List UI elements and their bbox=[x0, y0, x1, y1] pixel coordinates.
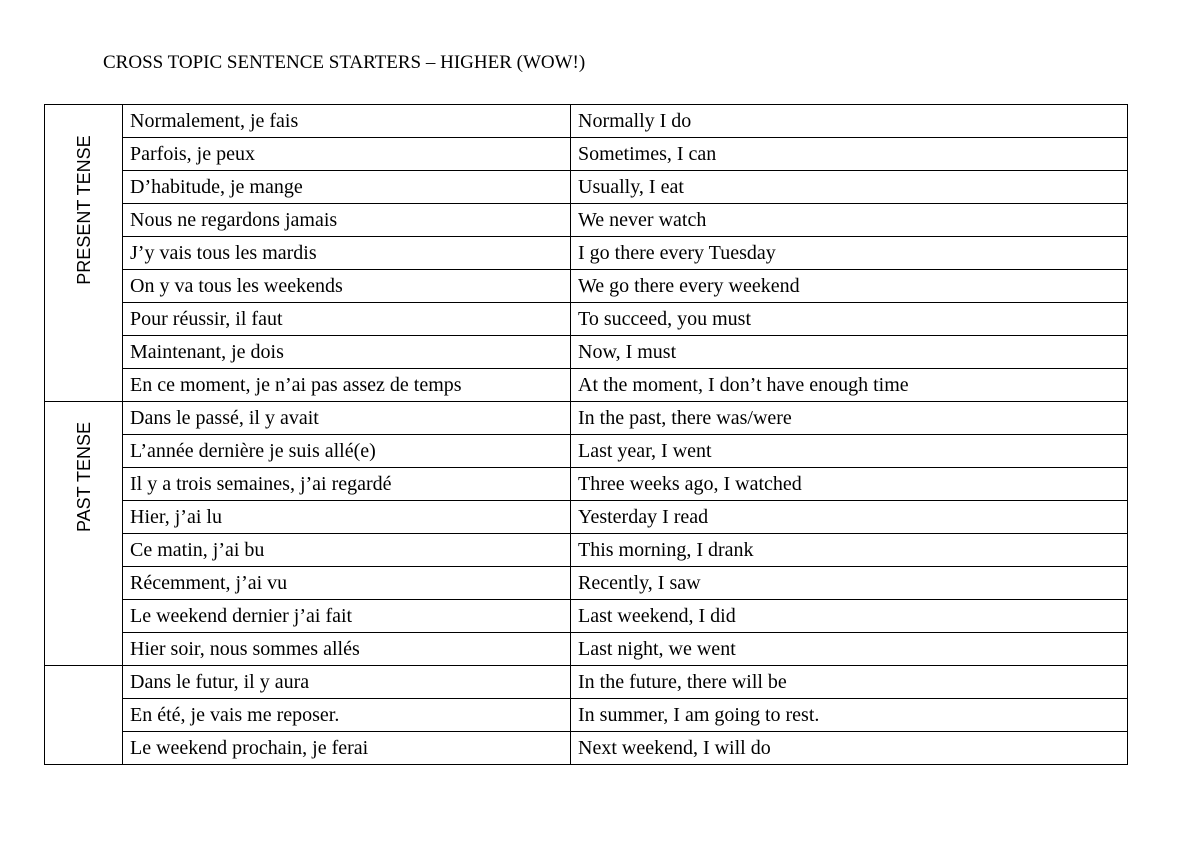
french-cell: J’y vais tous les mardis bbox=[123, 237, 571, 270]
table-row bbox=[45, 567, 1128, 600]
english-cell: This morning, I drank bbox=[571, 534, 1128, 567]
english-cell: In the future, there will be bbox=[571, 666, 1128, 699]
french-cell: L’année dernière je suis allé(e) bbox=[123, 435, 571, 468]
french-cell: Nous ne regardons jamais bbox=[123, 204, 571, 237]
table-row bbox=[45, 732, 1128, 765]
document-title: CROSS TOPIC SENTENCE STARTERS – HIGHER (WOW!) bbox=[103, 52, 586, 73]
table-row bbox=[45, 600, 1128, 633]
table-row bbox=[45, 336, 1128, 369]
table-row bbox=[45, 204, 1128, 237]
table-row bbox=[45, 402, 1128, 435]
french-cell: On y va tous les weekends bbox=[123, 270, 571, 303]
french-cell: Maintenant, je dois bbox=[123, 336, 571, 369]
table-row bbox=[45, 105, 1128, 138]
table-row bbox=[45, 468, 1128, 501]
english-cell: We go there every weekend bbox=[571, 270, 1128, 303]
english-cell: Last year, I went bbox=[571, 435, 1128, 468]
french-cell: D’habitude, je mange bbox=[123, 171, 571, 204]
english-cell: Now, I must bbox=[571, 336, 1128, 369]
english-cell: Yesterday I read bbox=[571, 501, 1128, 534]
table-row bbox=[45, 303, 1128, 336]
english-cell: Last night, we went bbox=[571, 633, 1128, 666]
group-label-present-tense: PRESENT TENSE bbox=[73, 135, 94, 285]
english-cell: Normally I do bbox=[571, 105, 1128, 138]
french-cell: Ce matin, j’ai bu bbox=[123, 534, 571, 567]
french-cell: Hier soir, nous sommes allés bbox=[123, 633, 571, 666]
table-row bbox=[45, 699, 1128, 732]
english-cell: We never watch bbox=[571, 204, 1128, 237]
english-cell: Three weeks ago, I watched bbox=[571, 468, 1128, 501]
group-cell-future bbox=[45, 666, 123, 765]
french-cell: Le weekend prochain, je ferai bbox=[123, 732, 571, 765]
english-cell: I go there every Tuesday bbox=[571, 237, 1128, 270]
english-cell: In summer, I am going to rest. bbox=[571, 699, 1128, 732]
table-row bbox=[45, 633, 1128, 666]
english-cell: To succeed, you must bbox=[571, 303, 1128, 336]
english-cell: Usually, I eat bbox=[571, 171, 1128, 204]
table-row bbox=[45, 501, 1128, 534]
english-cell: Sometimes, I can bbox=[571, 138, 1128, 171]
english-cell: Next weekend, I will do bbox=[571, 732, 1128, 765]
table-row bbox=[45, 138, 1128, 171]
table-row bbox=[45, 435, 1128, 468]
french-cell: Parfois, je peux bbox=[123, 138, 571, 171]
table-row bbox=[45, 171, 1128, 204]
french-cell: Le weekend dernier j’ai fait bbox=[123, 600, 571, 633]
french-cell: Il y a trois semaines, j’ai regardé bbox=[123, 468, 571, 501]
french-cell: En été, je vais me reposer. bbox=[123, 699, 571, 732]
french-cell: En ce moment, je n’ai pas assez de temps bbox=[123, 369, 571, 402]
sentence-starters-table bbox=[44, 104, 1128, 765]
english-cell: Last weekend, I did bbox=[571, 600, 1128, 633]
table-row bbox=[45, 270, 1128, 303]
table-row bbox=[45, 237, 1128, 270]
table-row bbox=[45, 666, 1128, 699]
french-cell: Dans le passé, il y avait bbox=[123, 402, 571, 435]
french-cell: Dans le futur, il y aura bbox=[123, 666, 571, 699]
english-cell: At the moment, I don’t have enough time bbox=[571, 369, 1128, 402]
table-row bbox=[45, 534, 1128, 567]
table-row bbox=[45, 369, 1128, 402]
group-cell-past bbox=[45, 402, 123, 666]
group-label-past-tense: PAST TENSE bbox=[73, 421, 94, 533]
english-cell: In the past, there was/were bbox=[571, 402, 1128, 435]
french-cell: Hier, j’ai lu bbox=[123, 501, 571, 534]
french-cell: Récemment, j’ai vu bbox=[123, 567, 571, 600]
french-cell: Normalement, je fais bbox=[123, 105, 571, 138]
english-cell: Recently, I saw bbox=[571, 567, 1128, 600]
group-cell-present bbox=[45, 105, 123, 402]
french-cell: Pour réussir, il faut bbox=[123, 303, 571, 336]
